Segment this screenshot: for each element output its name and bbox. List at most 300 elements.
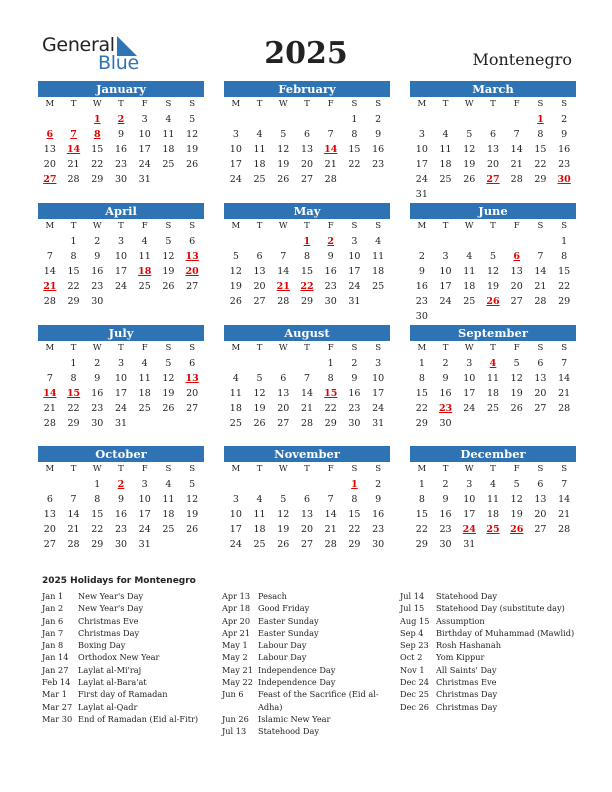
month-may [224, 203, 390, 309]
holiday-date: Jul 14 [400, 591, 425, 601]
holiday-row [222, 602, 400, 614]
month-header: February [224, 81, 390, 97]
month-days-grid [410, 462, 576, 552]
day-cell: 18 [463, 281, 476, 292]
day-cell: 3 [375, 358, 382, 369]
holiday-name: Boxing Day [78, 640, 126, 651]
day-cell: 14 [43, 266, 56, 277]
day-cell: 26 [277, 539, 290, 550]
day-cell: 7 [561, 479, 568, 490]
holiday-name: Pesach [258, 591, 287, 601]
month-september [410, 325, 576, 431]
day-cell: 15 [91, 144, 104, 155]
holiday-name: Labour Day [258, 652, 307, 663]
weekday-label: S [375, 464, 382, 474]
day-cell: 17 [138, 509, 151, 520]
weekday-label: F [513, 343, 520, 353]
day-cell: 17 [348, 266, 361, 277]
holiday-row [42, 627, 220, 639]
empty-day-cell [271, 356, 295, 371]
weekday-label: W [278, 221, 288, 231]
day-cell: 17 [415, 159, 428, 170]
day-cell: 16 [114, 144, 128, 155]
day-cell: 7 [70, 494, 77, 505]
holiday-name: Easter Sunday [258, 615, 319, 626]
holiday-row [42, 688, 220, 700]
weekday-label: F [327, 343, 334, 353]
day-cell: 12 [510, 494, 523, 505]
day-cell: 15 [415, 509, 428, 520]
day-cell: 6 [489, 129, 497, 140]
month-days-grid [410, 97, 576, 202]
holiday-date: Dec 25 [400, 689, 430, 700]
day-cell: 15 [534, 144, 547, 155]
month-days-grid [410, 219, 576, 324]
empty-day-cell [271, 234, 295, 249]
day-cell: 6 [46, 494, 53, 505]
day-cell: 28 [43, 296, 56, 307]
holiday-name: Orthodox New Year [78, 652, 160, 663]
day-cell: 12 [162, 373, 175, 384]
day-cell: 19 [186, 509, 199, 520]
day-cell: 7 [561, 358, 568, 369]
day-cell: 25 [253, 539, 266, 550]
month-october [38, 446, 204, 552]
day-cell: 3 [466, 358, 473, 369]
month-header: September [410, 325, 576, 341]
day-cell: 16 [439, 388, 452, 399]
day-cell: 30 [348, 418, 361, 429]
holiday-date: Jul 13 [222, 726, 247, 737]
empty-day-cell [481, 234, 505, 249]
holiday-row [42, 701, 220, 713]
holiday-day-cell: 13 [185, 251, 199, 262]
day-cell: 10 [463, 373, 476, 384]
weekday-label: W [278, 99, 288, 109]
day-cell: 26 [253, 418, 266, 429]
holiday-column [222, 590, 400, 738]
day-cell: 19 [510, 388, 523, 399]
holiday-name: Christmas Day [436, 701, 498, 712]
weekday-label: T [118, 464, 124, 474]
day-cell: 14 [534, 266, 547, 277]
holiday-day-cell: 1 [351, 479, 358, 490]
day-cell: 2 [442, 358, 449, 369]
empty-day-cell [271, 477, 295, 492]
weekday-label: T [256, 221, 263, 231]
day-cell: 26 [510, 403, 523, 414]
holiday-row [400, 590, 578, 602]
weekday-label: T [256, 99, 263, 109]
holiday-name: Laylat al-Mi'raj [78, 664, 142, 675]
day-cell: 19 [277, 524, 290, 535]
day-cell: 20 [534, 509, 547, 520]
day-cell: 9 [327, 251, 334, 262]
holiday-row [400, 664, 578, 676]
holiday-day-cell: 7 [70, 129, 77, 140]
day-cell: 19 [463, 159, 476, 170]
day-cell: 28 [558, 524, 571, 535]
weekday-label: F [141, 99, 148, 109]
empty-day-cell [295, 477, 319, 492]
weekday-label: S [189, 464, 196, 474]
day-cell: 28 [324, 539, 337, 550]
day-cell: 17 [114, 388, 128, 399]
day-cell: 25 [229, 418, 242, 429]
day-cell: 9 [117, 129, 125, 140]
holiday-date: May 21 [222, 664, 253, 675]
day-cell: 10 [348, 251, 361, 262]
day-cell: 11 [439, 144, 452, 155]
day-cell: 10 [138, 129, 151, 140]
weekday-label: F [141, 221, 148, 231]
empty-day-cell [457, 112, 481, 127]
day-cell: 12 [510, 373, 523, 384]
empty-day-cell [62, 477, 86, 492]
month-header: April [38, 203, 204, 219]
day-cell: 7 [513, 129, 520, 140]
holiday-row [42, 639, 220, 651]
month-header: October [38, 446, 204, 462]
day-cell: 29 [324, 418, 337, 429]
day-cell: 22 [415, 403, 428, 414]
day-cell: 20 [253, 281, 266, 292]
weekday-label: W [464, 464, 474, 474]
day-cell: 12 [463, 144, 476, 155]
weekday-label: M [45, 464, 55, 474]
day-cell: 28 [300, 418, 314, 429]
holiday-date: Apr 13 [222, 591, 251, 601]
day-cell: 17 [372, 388, 385, 399]
day-cell: 18 [162, 144, 175, 155]
holiday-name: Rosh Hashanah [436, 640, 501, 651]
day-cell: 21 [67, 159, 80, 170]
day-cell: 27 [534, 403, 547, 414]
holiday-name: First day of Ramadan [78, 689, 168, 700]
day-cell: 23 [348, 403, 361, 414]
empty-day-cell [434, 234, 458, 249]
weekday-label: W [92, 221, 102, 231]
day-cell: 22 [415, 524, 428, 535]
holiday-day-cell: 21 [276, 281, 290, 292]
day-cell: 28 [534, 296, 547, 307]
day-cell: 11 [253, 144, 266, 155]
day-cell: 13 [534, 373, 547, 384]
day-cell: 20 [534, 388, 547, 399]
day-cell: 19 [162, 266, 175, 277]
day-cell: 3 [232, 129, 239, 140]
holiday-name: Christmas Eve [436, 677, 497, 688]
day-cell: 4 [442, 129, 449, 140]
holiday-row [400, 639, 578, 651]
holiday-day-cell: 26 [486, 296, 500, 307]
day-cell: 19 [186, 144, 199, 155]
day-cell: 20 [43, 159, 56, 170]
holiday-date: Sep 4 [400, 627, 424, 638]
empty-day-cell [224, 356, 248, 371]
day-cell: 16 [372, 509, 385, 520]
holiday-date: Dec 26 [400, 701, 430, 712]
holiday-name: Independence Day [258, 664, 336, 675]
empty-day-cell [224, 477, 248, 492]
weekday-label: T [304, 221, 310, 231]
weekday-label: M [45, 221, 55, 231]
day-cell: 16 [372, 144, 385, 155]
day-cell: 13 [300, 509, 314, 520]
country-name: Montenegro [472, 50, 572, 69]
holiday-day-cell: 2 [117, 479, 125, 490]
day-cell: 21 [324, 159, 337, 170]
empty-day-cell [505, 112, 529, 127]
holiday-date: Aug 15 [400, 615, 430, 626]
day-cell: 10 [229, 509, 242, 520]
day-cell: 13 [510, 266, 523, 277]
weekday-label: S [561, 464, 568, 474]
day-cell: 7 [327, 494, 334, 505]
weekday-label: T [442, 221, 449, 231]
weekday-label: S [165, 343, 172, 353]
day-cell: 8 [561, 251, 568, 262]
day-cell: 18 [486, 509, 500, 520]
month-august [224, 325, 390, 431]
holiday-date: Jan 6 [42, 615, 64, 626]
day-cell: 13 [486, 144, 500, 155]
day-cell: 25 [463, 296, 476, 307]
holiday-row [42, 602, 220, 614]
holiday-date: Jun 6 [222, 689, 244, 700]
day-cell: 4 [165, 114, 172, 125]
day-cell: 7 [537, 251, 544, 262]
holiday-name: Good Friday [258, 603, 310, 614]
holiday-name: Birthday of Muhammad (Mawlid) [436, 627, 575, 638]
weekday-label: M [417, 464, 427, 474]
day-cell: 29 [558, 296, 571, 307]
holiday-name: Laylat al-Bara'at [78, 677, 147, 688]
empty-day-cell [38, 356, 62, 371]
holiday-day-cell: 21 [43, 281, 57, 292]
day-cell: 31 [138, 174, 151, 185]
weekday-label: F [327, 221, 334, 231]
day-cell: 23 [558, 159, 571, 170]
day-cell: 19 [510, 509, 523, 520]
day-cell: 18 [253, 159, 266, 170]
day-cell: 4 [489, 479, 497, 490]
day-cell: 26 [277, 174, 290, 185]
weekday-label: M [45, 343, 55, 353]
day-cell: 11 [463, 266, 476, 277]
day-cell: 11 [229, 388, 242, 399]
day-cell: 24 [415, 174, 428, 185]
month-header: March [410, 81, 576, 97]
day-cell: 29 [415, 418, 428, 429]
day-cell: 18 [229, 403, 242, 414]
day-cell: 5 [256, 373, 263, 384]
holiday-date: Apr 20 [222, 615, 251, 626]
day-cell: 26 [229, 296, 242, 307]
day-cell: 27 [43, 539, 56, 550]
day-cell: 14 [510, 144, 523, 155]
day-cell: 8 [537, 129, 544, 140]
day-cell: 12 [277, 144, 290, 155]
day-cell: 4 [141, 358, 148, 369]
day-cell: 23 [91, 403, 104, 414]
holiday-day-cell: 2 [117, 114, 125, 125]
day-cell: 1 [70, 236, 77, 247]
holiday-date: Apr 21 [222, 627, 251, 638]
weekday-label: T [70, 343, 77, 353]
day-cell: 24 [439, 296, 452, 307]
weekday-label: M [45, 99, 55, 109]
day-cell: 5 [513, 479, 520, 490]
weekday-label: W [92, 464, 102, 474]
day-cell: 7 [280, 251, 287, 262]
month-june [410, 203, 576, 324]
day-cell: 25 [138, 403, 151, 414]
empty-day-cell [529, 234, 553, 249]
day-cell: 29 [348, 539, 361, 550]
weekday-label: F [141, 464, 148, 474]
day-cell: 11 [253, 509, 266, 520]
weekday-label: W [278, 343, 288, 353]
day-cell: 22 [534, 159, 547, 170]
day-cell: 21 [67, 524, 80, 535]
day-cell: 23 [372, 159, 385, 170]
weekday-label: S [537, 221, 544, 231]
weekday-label: F [141, 343, 148, 353]
day-cell: 19 [253, 403, 266, 414]
holiday-day-cell: 15 [324, 388, 338, 399]
empty-day-cell [457, 234, 481, 249]
day-cell: 21 [558, 509, 571, 520]
month-april [38, 203, 204, 309]
weekday-label: F [513, 464, 520, 474]
weekday-label: T [70, 221, 77, 231]
day-cell: 14 [277, 266, 290, 277]
day-cell: 8 [418, 494, 425, 505]
day-cell: 23 [114, 524, 128, 535]
day-cell: 10 [463, 494, 476, 505]
day-cell: 27 [277, 418, 290, 429]
holiday-date: Jan 7 [42, 627, 64, 638]
holiday-date: Nov 1 [400, 664, 425, 675]
day-cell: 7 [303, 373, 311, 384]
day-cell: 15 [300, 266, 314, 277]
weekday-label: S [537, 99, 544, 109]
holiday-row [222, 676, 400, 688]
day-cell: 6 [303, 494, 311, 505]
weekday-label: W [92, 99, 102, 109]
holiday-name: New Year's Day [78, 591, 144, 601]
holiday-day-cell: 22 [300, 281, 314, 292]
weekday-label: S [561, 221, 568, 231]
weekday-label: W [278, 464, 288, 474]
day-cell: 13 [253, 266, 266, 277]
day-cell: 18 [486, 388, 500, 399]
day-cell: 2 [375, 479, 382, 490]
day-cell: 30 [372, 539, 385, 550]
day-cell: 28 [558, 403, 571, 414]
holiday-row [400, 701, 578, 713]
day-cell: 26 [162, 403, 175, 414]
day-cell: 4 [466, 251, 473, 262]
empty-day-cell [248, 477, 272, 492]
holiday-day-cell: 6 [46, 129, 54, 140]
day-cell: 29 [300, 296, 314, 307]
month-days-grid [38, 341, 204, 431]
day-cell: 5 [232, 251, 239, 262]
holiday-row [222, 590, 400, 602]
holiday-day-cell: 20 [185, 266, 199, 277]
brand-general-text: General [42, 34, 115, 56]
empty-day-cell [38, 234, 62, 249]
day-cell: 10 [229, 144, 242, 155]
day-cell: 8 [70, 251, 77, 262]
day-cell: 10 [138, 494, 151, 505]
day-cell: 22 [348, 524, 361, 535]
holiday-name: Statehood Day [436, 591, 497, 601]
day-cell: 24 [229, 539, 242, 550]
day-cell: 16 [439, 509, 452, 520]
day-cell: 17 [229, 159, 242, 170]
day-cell: 9 [375, 494, 382, 505]
day-cell: 12 [186, 129, 199, 140]
day-cell: 20 [300, 159, 314, 170]
day-cell: 16 [114, 509, 128, 520]
day-cell: 22 [348, 159, 361, 170]
day-cell: 25 [162, 524, 175, 535]
day-cell: 3 [141, 114, 148, 125]
day-cell: 27 [253, 296, 266, 307]
holiday-day-cell: 4 [489, 358, 497, 369]
day-cell: 23 [372, 524, 385, 535]
holiday-date: Mar 27 [42, 701, 73, 712]
day-cell: 6 [537, 479, 544, 490]
weekday-label: M [231, 99, 241, 109]
holiday-day-cell: 8 [93, 129, 101, 140]
weekday-label: M [231, 221, 241, 231]
day-cell: 17 [439, 281, 452, 292]
day-cell: 5 [466, 129, 473, 140]
day-cell: 25 [138, 281, 151, 292]
empty-day-cell [224, 234, 248, 249]
holiday-row [42, 676, 220, 688]
day-cell: 11 [486, 373, 500, 384]
weekday-label: T [118, 221, 124, 231]
holiday-row [400, 688, 578, 700]
day-cell: 1 [351, 114, 358, 125]
empty-day-cell [248, 356, 272, 371]
day-cell: 2 [94, 358, 101, 369]
day-cell: 5 [189, 479, 196, 490]
day-cell: 13 [43, 509, 56, 520]
day-cell: 8 [303, 251, 311, 262]
day-cell: 22 [91, 524, 104, 535]
day-cell: 28 [67, 539, 80, 550]
weekday-label: S [351, 343, 358, 353]
empty-day-cell [38, 477, 62, 492]
holiday-date: Jan 8 [42, 640, 64, 651]
month-days-grid [224, 462, 390, 552]
day-cell: 22 [91, 159, 104, 170]
day-cell: 8 [351, 494, 358, 505]
day-cell: 20 [300, 524, 314, 535]
day-cell: 25 [253, 174, 266, 185]
holiday-name: Yom Kippur [436, 652, 485, 663]
holiday-row [222, 627, 400, 639]
day-cell: 4 [256, 494, 263, 505]
weekday-label: T [118, 343, 124, 353]
day-cell: 18 [439, 159, 452, 170]
